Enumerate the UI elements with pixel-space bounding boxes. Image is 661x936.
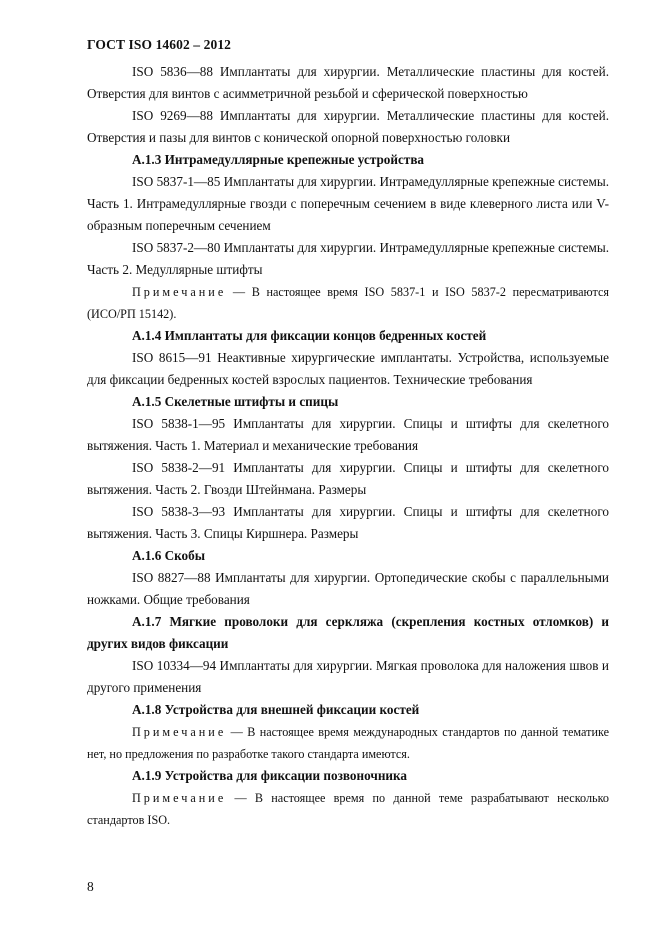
note-text: — В настоящее время международных стандартов по данной тематике нет, но предложения по разработке такого стандарта имеются. — [87, 725, 609, 761]
paragraph-iso-5837-2: ISO 5837-2—80 Имплантаты для хирургии. Интрамедуллярные крепежные системы. Часть 2. Медуллярные штифты — [87, 240, 609, 277]
section-heading-a19: А.1.9 Устройства для фиксации позвоночника — [132, 768, 408, 783]
section-heading-a14: А.1.4 Имплантаты для фиксации концов бедренных костей — [132, 328, 487, 343]
page-number: 8 — [87, 879, 94, 894]
document-header: ГОСТ ISO 14602 – 2012 — [87, 37, 232, 52]
note-label: Примечание — [132, 791, 227, 805]
paragraph-iso-5838-2: ISO 5838-2—91 Имплантаты для хирургии. Спицы и штифты для скелетного вытяжения. Часть 2. Гвозди Штейнмана. Размеры — [87, 460, 609, 497]
paragraph-iso-5837-1: ISO 5837-1—85 Имплантаты для хирургии. Интрамедуллярные крепежные системы. Часть 1. Интрамедуллярные гвозди с поперечным сечением в виде клеверного листа или V-образным поперечным сечением — [87, 174, 609, 233]
paragraph-iso-9269: ISO 9269—88 Имплантаты для хирургии. Металлические пластины для костей. Отверстия и пазы для винтов с конической опорной поверхностью головки — [87, 108, 609, 145]
section-heading-a17: А.1.7 Мягкие проволоки для серкляжа (скрепления костных отломков) и других видов фиксации — [87, 614, 609, 651]
note-a18 — [87, 721, 609, 765]
paragraph-iso-5838-1: ISO 5838-1—95 Имплантаты для хирургии. Спицы и штифты для скелетного вытяжения. Часть 1. Материал и механические требования — [87, 416, 609, 453]
note-label: Примечание — [132, 285, 227, 299]
note-a19 — [87, 787, 609, 831]
section-heading-a16: А.1.6 Скобы — [132, 548, 206, 563]
section-heading-a15: А.1.5 Скелетные штифты и спицы — [132, 394, 339, 409]
note-text: — В настоящее время по данной теме разрабатывают несколько стандартов ISO. — [87, 791, 609, 827]
paragraph-iso-5836: ISO 5836—88 Имплантаты для хирургии. Металлические пластины для костей. Отверстия для винтов с асимметричной резьбой и сферической поверхностью — [87, 64, 609, 101]
section-heading-a18: А.1.8 Устройства для внешней фиксации костей — [132, 702, 420, 717]
section-heading-a13: А.1.3 Интрамедуллярные крепежные устройства — [132, 152, 425, 167]
paragraph-iso-10334: ISO 10334—94 Имплантаты для хирургии. Мягкая проволока для наложения швов и другого применения — [87, 658, 609, 695]
note-a13 — [87, 281, 609, 325]
paragraph-iso-8827: ISO 8827—88 Имплантаты для хирургии. Ортопедические скобы с параллельными ножками. Общие требования — [87, 570, 609, 607]
paragraph-iso-8615: ISO 8615—91 Неактивные хирургические имплантаты. Устройства, используемые для фиксации бедренных костей взрослых пациентов. Технические требования — [87, 350, 609, 387]
paragraph-iso-5838-3: ISO 5838-3—93 Имплантаты для хирургии. Спицы и штифты для скелетного вытяжения. Часть 3. Спицы Киршнера. Размеры — [87, 504, 609, 541]
note-text: — В настоящее время ISO 5837-1 и ISO 5837-2 пересматриваются (ИСО/РП 15142). — [87, 285, 609, 321]
document-body — [87, 61, 609, 831]
note-label: Примечание — [132, 725, 227, 739]
